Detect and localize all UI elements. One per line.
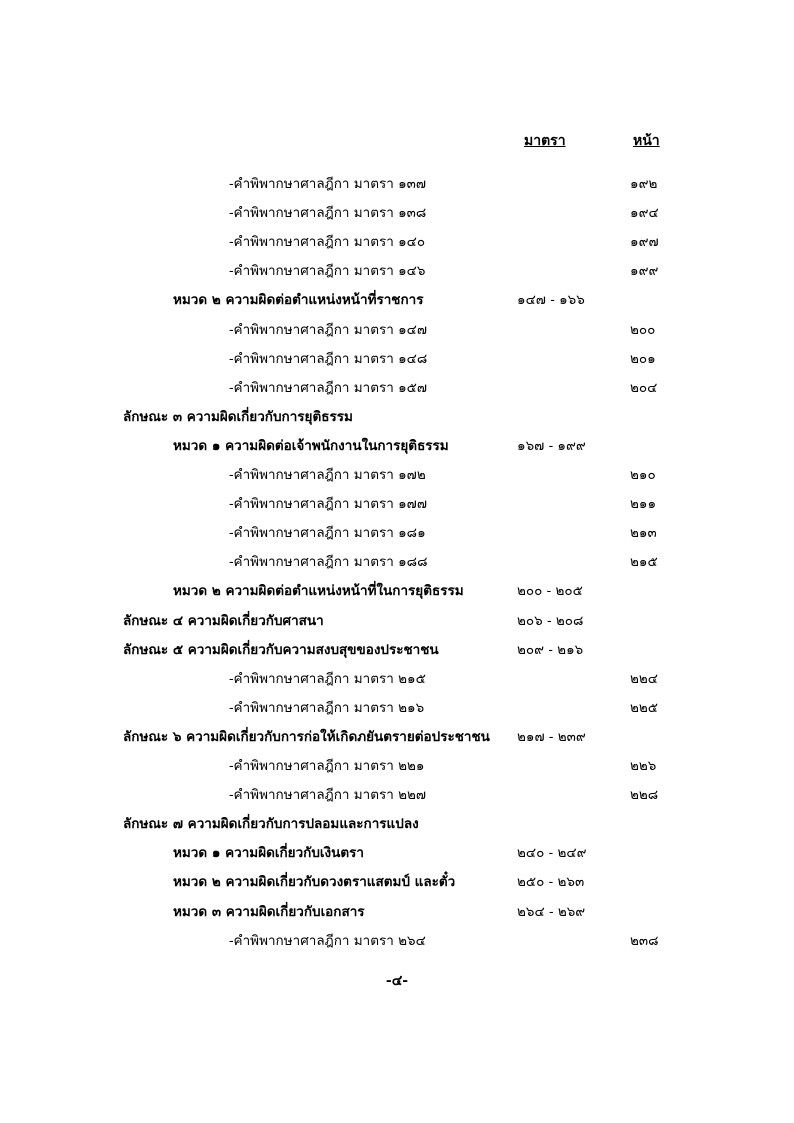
toc-entry-title: -คำพิพากษาศาลฎีกา มาตรา ๑๔๐	[229, 234, 426, 251]
toc-entry-title: หมวด ๑ ความผิดเกี่ยวกับเงินตรา	[173, 845, 364, 862]
toc-entry-title: หมวด ๒ ความผิดเกี่ยวกับดวงตราแสตมป์ และตั๋ว	[173, 874, 456, 891]
toc-entry	[0, 288, 794, 312]
toc-entry-title: -คำพิพากษาศาลฎีกา มาตรา ๒๒๑	[229, 758, 425, 774]
toc-entry	[0, 725, 794, 749]
toc-entry	[0, 929, 794, 953]
toc-entry-title: -คำพิพากษาศาลฎีกา มาตรา ๒๑๕	[229, 670, 426, 687]
toc-entry-title: หมวด ๑ ความผิดต่อเจ้าพนักงานในการยุติธรรม	[173, 437, 449, 454]
toc-entry-title: หมวด ๒ ความผิดต่อตำแหน่งหน้าที่ราชการ	[173, 292, 424, 309]
toc-entry-section-range: ๒๑๗ - ๒๓๙	[517, 728, 586, 745]
toc-entry	[0, 609, 794, 633]
toc-entry-title: -คำพิพากษาศาลฎีกา มาตรา ๑๘๑	[229, 525, 426, 542]
toc-entry-page: ๑๙๗	[630, 234, 659, 251]
toc-entry	[0, 405, 794, 429]
toc-entry-title: ลักษณะ ๗ ความผิดเกี่ยวกับการปลอมและการแปลง	[123, 816, 419, 833]
toc-entry-page: ๒๑๐	[630, 467, 656, 483]
toc-entry-page: ๒๑๑	[630, 496, 657, 513]
toc-entry	[0, 434, 794, 458]
toc-entry-title: -คำพิพากษาศาลฎีกา มาตรา ๑๕๗	[229, 379, 428, 396]
column-header-section: มาตรา	[524, 133, 566, 149]
toc-entry-section-range: ๑๔๗ - ๑๖๖	[517, 292, 585, 309]
toc-entry	[0, 376, 794, 400]
toc-entry-title: -คำพิพากษาศาลฎีกา มาตรา ๑๘๘	[229, 554, 428, 571]
toc-entry	[0, 492, 794, 516]
toc-entry	[0, 521, 794, 545]
toc-entry-page: ๒๒๖	[630, 758, 657, 774]
toc-entry	[0, 347, 794, 371]
toc-entry-title: หมวด ๓ ความผิดเกี่ยวกับเอกสาร	[173, 903, 365, 920]
toc-entry-title: -คำพิพากษาศาลฎีกา มาตรา ๑๔๗	[229, 321, 428, 338]
toc-entry	[0, 667, 794, 691]
column-header-page: หน้า	[633, 133, 660, 149]
toc-entry-title: ลักษณะ ๖ ความผิดเกี่ยวกับการก่อให้เกิดภยันตรายต่อประชาชน	[123, 728, 490, 745]
toc-entry-page: ๒๒๔	[630, 670, 659, 687]
toc-entry-section-range: ๒๔๐ - ๒๔๙	[517, 845, 587, 862]
toc-entry-page: ๒๑๓	[630, 525, 657, 542]
toc-entry-section-range: ๒๐๐ - ๒๐๕	[517, 583, 583, 600]
toc-entry-section-range: ๑๖๗ - ๑๙๙	[517, 437, 586, 454]
toc-entry-title: -คำพิพากษาศาลฎีกา มาตรา ๑๔๖	[229, 263, 426, 280]
toc-entry-section-range: ๒๕๐ - ๒๖๓	[517, 874, 585, 891]
toc-entry	[0, 638, 794, 662]
toc-entry	[0, 230, 794, 254]
page-number: -๔-	[385, 973, 409, 989]
toc-entry	[0, 870, 794, 894]
toc-entry-title: หมวด ๒ ความผิดต่อตำแหน่งหน้าที่ในการยุติธรรม	[173, 583, 464, 600]
toc-entry-page: ๑๙๔	[630, 205, 659, 222]
toc-entry-title: ลักษณะ ๔ ความผิดเกี่ยวกับศาสนา	[123, 612, 324, 629]
toc-entry	[0, 841, 794, 865]
toc-entry-page: ๒๒๕	[630, 699, 659, 716]
toc-entry-title: -คำพิพากษาศาลฎีกา มาตรา ๑๗๗	[229, 496, 427, 513]
toc-entry	[0, 550, 794, 574]
toc-entry-title: -คำพิพากษาศาลฎีกา มาตรา ๑๓๘	[229, 205, 427, 222]
toc-entry-title: ลักษณะ ๕ ความผิดเกี่ยวกับความสงบสุขของประชาชน	[123, 641, 439, 658]
toc-entry-page: ๒๒๘	[630, 787, 659, 804]
toc-entry	[0, 259, 794, 283]
toc-entry-title: -คำพิพากษาศาลฎีกา มาตรา ๒๑๖	[229, 699, 425, 716]
toc-entry-page: ๒๐๑	[630, 350, 656, 367]
toc-entry-page: ๒๑๕	[630, 554, 658, 571]
toc-entry	[0, 463, 794, 487]
toc-entry	[0, 318, 794, 342]
toc-entry-title: -คำพิพากษาศาลฎีกา มาตรา ๑๓๗	[229, 176, 427, 192]
toc-entry-page: ๑๙๙	[630, 263, 659, 280]
toc-entry-section-range: ๒๐๙ - ๒๑๖	[517, 641, 584, 658]
toc-entry-title: -คำพิพากษาศาลฎีกา มาตรา ๒๒๗	[229, 787, 427, 804]
toc-entry	[0, 579, 794, 603]
toc-entry-title: -คำพิพากษาศาลฎีกา มาตรา ๑๗๒	[229, 467, 426, 483]
toc-entry-page: ๒๓๘	[630, 932, 659, 949]
toc-entry	[0, 172, 794, 196]
toc-entry-page: ๒๐๐	[630, 321, 656, 338]
toc-entry-page: ๑๙๒	[630, 176, 658, 192]
toc-entry-section-range: ๒๐๖ - ๒๐๘	[517, 612, 584, 629]
toc-entry-title: -คำพิพากษาศาลฎีกา มาตรา ๒๖๔	[229, 932, 426, 949]
toc-entry	[0, 696, 794, 720]
toc-entry	[0, 754, 794, 778]
toc-entry-title: ลักษณะ ๓ ความผิดเกี่ยวกับการยุติธรรม	[123, 408, 353, 425]
toc-entry-title: -คำพิพากษาศาลฎีกา มาตรา ๑๔๘	[229, 350, 428, 367]
toc-entry	[0, 201, 794, 225]
toc-entry	[0, 812, 794, 836]
toc-entry-page: ๒๐๔	[630, 379, 658, 396]
toc-entry-section-range: ๒๖๔ - ๒๖๙	[517, 903, 586, 920]
toc-entry	[0, 783, 794, 807]
toc-entry	[0, 900, 794, 924]
